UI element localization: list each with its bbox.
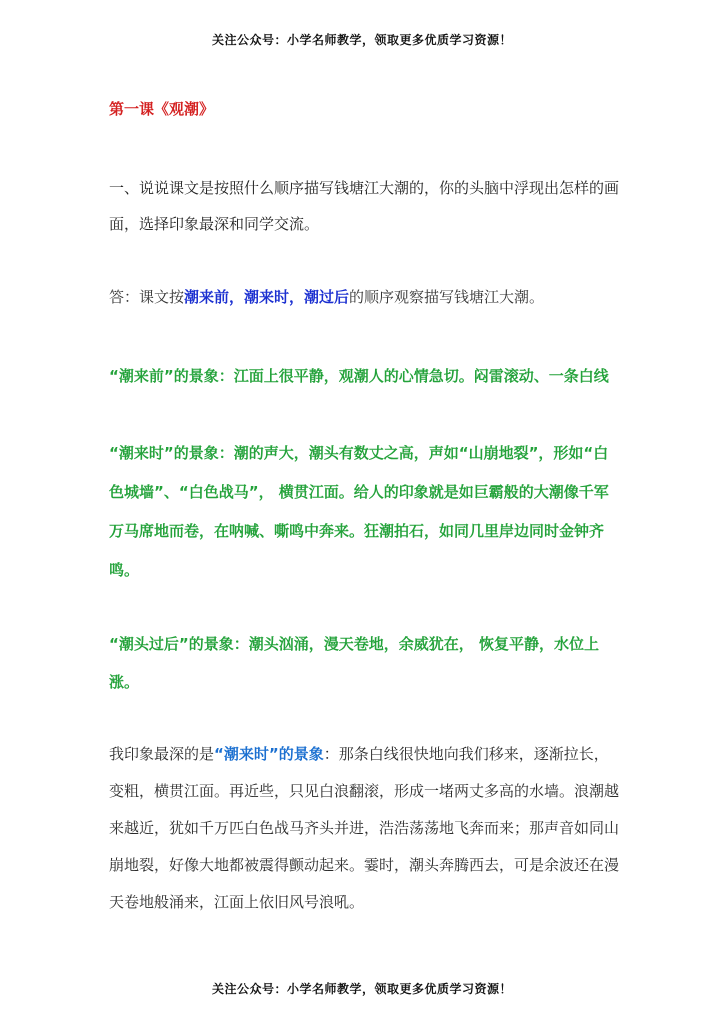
lesson-title: 第一课《观潮》 (109, 100, 215, 118)
question-text: 一、说说课文是按照什么顺序描写钱塘江大潮的，你的头脑中浮现出怎样的画面，选择印象最深和同学交流。 (109, 179, 620, 233)
answer-suffix: 的顺序观察描写钱塘江大潮。 (349, 288, 545, 306)
impression-body: ：那条白线很快地向我们移来，逐渐拉长，变粗，横贯江面。再近些，只见白浪翻滚，形成一堵两丈多高的水墙。浪潮越来越近，犹如千万匹白色战马齐头并进，浩浩荡荡地飞奔而来；那声音如同山崩地裂，好像大地都被震得颤动起来。霎时，潮头奔腾西去，可是余波还在漫天卷地般涌来，江面上依旧风号浪吼。 (109, 745, 620, 911)
impression-highlight: “潮来时”的景象 (214, 745, 324, 763)
scene-after-text: “潮头过后”的景象：潮头汹涌，漫天卷地，余威犹在， 恢复平静，水位上涨。 (109, 635, 599, 691)
answer-text (109, 285, 619, 309)
page-header: 关注公众号：小学名师教学，领取更多优质学习资源！ (211, 33, 512, 47)
impression-paragraph (109, 736, 619, 921)
page-footer: 关注公众号：小学名师教学，领取更多优质学习资源！ (211, 982, 512, 996)
answer-highlight: 潮来前，潮来时，潮过后 (184, 288, 350, 306)
impression-prefix: 我印象最深的是 (109, 745, 215, 763)
answer-prefix: 答：课文按 (109, 288, 185, 306)
scene-before-text: “潮来前”的景象：江面上很平静，观潮人的心情急切。闷雷滚动、一条白线 (109, 367, 609, 385)
scene-during-text: “潮来时”的景象：潮的声大，潮头有数丈之高，声如“山崩地裂”，形如“白色城墙”、“白色战马”， 横贯江面。给人的印象就是如巨霸般的大潮像千军万马席地而卷，在呐喊、嘶鸣中奔来。狂潮拍石，如同几里岸边同时金钟齐鸣。 (109, 444, 609, 579)
